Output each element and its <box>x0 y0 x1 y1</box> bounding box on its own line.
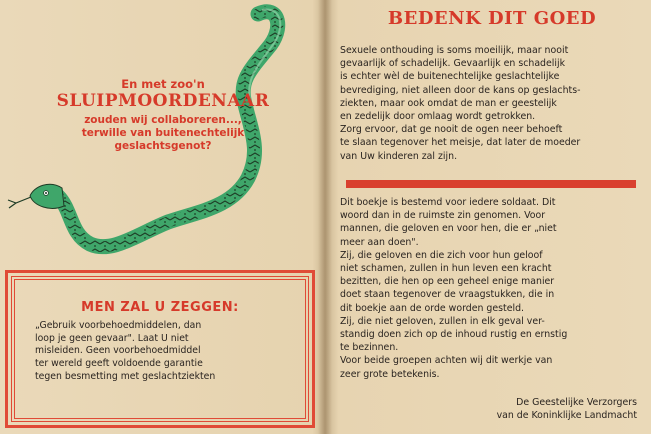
warning-box <box>5 270 315 428</box>
text-line: doet staan tegenover de vraagstukken, die in <box>340 289 555 301</box>
text-line: van Uw kinderen zal zijn. <box>340 150 458 162</box>
box-line: ter wereld geeft voldoende garantie <box>35 358 203 370</box>
paragraph-1 <box>340 44 636 163</box>
left-page <box>0 0 322 434</box>
question-line-4: terwille van buitenechtelijk <box>81 127 245 139</box>
question-line-1: En met zoo'n <box>121 77 205 91</box>
text-line: zeer grote betekenis. <box>340 368 440 380</box>
text-line: Dit boekje is bestemd voor iedere soldaat. Dit <box>340 197 556 208</box>
text-line: te slaan tegenover het meisje, dat later de moeder <box>340 137 581 149</box>
box-text <box>35 320 285 384</box>
box-line: tegen besmetting met geslachtziekten <box>35 370 216 382</box>
signature-line-2: van de Koninklijke Landmacht <box>496 409 637 421</box>
paragraph-2 <box>340 196 636 381</box>
box-line: loop je geen gevaar". Laat U niet <box>35 332 189 344</box>
text-line: Zij, die geloven en die zich voor hun geloof <box>340 249 543 261</box>
text-line: niet schamen, zullen in hun leven een kracht <box>340 263 552 275</box>
text-line: standig doen zich op de inhoud rustig en ernstig <box>340 329 568 341</box>
text-line: te bezinnen. <box>340 342 399 354</box>
question-text <box>48 114 278 153</box>
text-line: mannen, die geloven en voor hen, die er „niet <box>340 223 557 235</box>
box-title: MEN ZAL U ZEGGEN: <box>81 300 239 315</box>
signature <box>457 397 637 422</box>
text-line: Zij, die niet geloven, zullen in elk geval ver- <box>340 315 545 327</box>
text-line: Voor beide groepen achten wij dit werkje van <box>340 355 553 367</box>
text-line: en zedelijk door omlaag wordt getrokken. <box>340 111 536 123</box>
question-line-3: zouden wij collaboreren..., <box>84 114 242 126</box>
question-line-5: geslachtsgenot? <box>114 140 212 152</box>
signature-line-1: De Geestelijke Verzorgers <box>516 397 637 408</box>
text-line: bezitten, die hen op een geheel enige manier <box>340 276 555 288</box>
box-line: misleiden. Geen voorbehoedmiddel <box>35 345 201 357</box>
divider-bar <box>346 180 636 188</box>
text-line: meer aan doen". <box>340 236 419 248</box>
question-heading: SLUIPMOORDENAAR <box>56 91 270 111</box>
text-line: ziekten, maar ook omdat de man er geestelijk <box>340 97 557 109</box>
text-line: dit boekje aan de orde worden gesteld. <box>340 302 524 314</box>
text-line: Sexuele onthouding is soms moeilijk, maar nooit <box>340 45 569 56</box>
text-line: bevrediging, niet alleen door de kans op geslachts- <box>340 84 581 96</box>
text-line: woord dan in de ruimste zin genomen. Voor <box>340 210 546 222</box>
text-line: gevaarlijk of schadelijk. Gevaarlijk en schadelijk <box>340 58 566 70</box>
page-title: BEDENK DIT GOED <box>387 8 597 29</box>
text-line: is echter wèl de buitenechtelijke geslachtelijke <box>340 71 560 83</box>
box-line: „Gebruik voorbehoedmiddelen, dan <box>35 320 202 331</box>
text-line: Zorg ervoor, dat ge nooit de ogen neer behoeft <box>340 124 563 136</box>
right-page <box>327 0 651 434</box>
